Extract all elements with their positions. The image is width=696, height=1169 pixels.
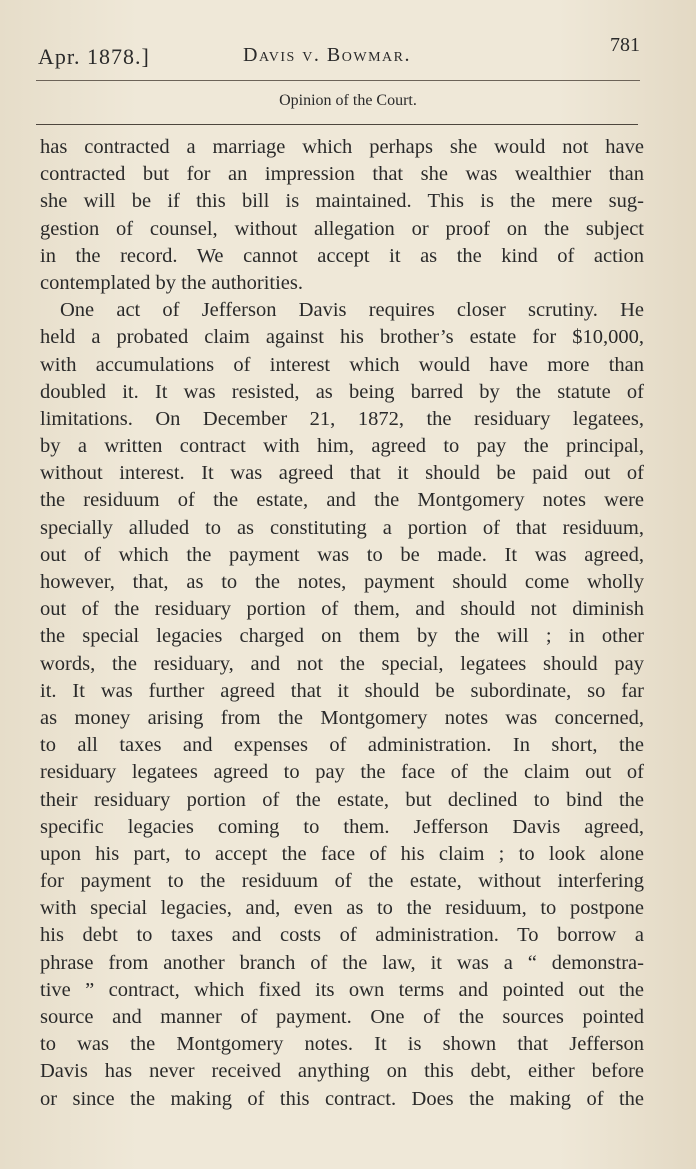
text-line: limitations. On December 21, 1872, the residuary legatees, [40,407,644,430]
text-line: or since the making of this contract. Does the making of the [40,1087,644,1110]
text-line: in the record. We cannot accept it as the kind of action [40,244,644,267]
text-line: source and manner of payment. One of the sources pointed [40,1006,644,1028]
opinion-text [40,134,644,1113]
subheader-rule [36,124,638,125]
header-date: Apr. 1878.] [38,44,150,69]
header-rule [36,80,640,81]
text-line: has contracted a marriage which perhaps she would not have [40,136,644,158]
text-line: for payment to the residuum of the estate, without interfering [40,870,644,893]
text-line: words, the residuary, and not the special, legatees should pay [40,652,644,675]
text-line: residuary legatees agreed to pay the face of the claim out of [40,761,644,784]
text-line: upon his part, to accept the face of his claim ; to look alone [40,842,644,865]
text-line: to all taxes and expenses of administration. In short, the [40,734,644,757]
text-line: phrase from another branch of the law, it was a “ demonstra- [40,951,644,974]
page-number: 781 [610,34,640,56]
text-line: the residuum of the estate, and the Montgomery notes were [40,489,644,512]
text-line: their residuary portion of the estate, but declined to bind the [40,788,644,811]
text-line: contemplated by the authorities. [40,271,304,294]
text-line: doubled it. It was resisted, as being barred by the statute of [40,380,644,403]
text-line: with special legacies, and, even as to the residuum, to postpone [40,897,644,920]
text-line: specially alluded to as constituting a portion of that residuum, [40,516,644,539]
text-line: Davis has never received anything on this debt, either before [40,1060,644,1083]
text-line: out of the residuary portion of them, and should not diminish [40,598,644,621]
text-line: held a probated claim against his brother’s estate for $10,000, [40,326,644,349]
text-line: the special legacies charged on them by the will ; in other [40,625,644,648]
text-line: to was the Montgomery notes. It is shown that Jefferson [40,1033,644,1056]
text-line: without interest. It was agreed that it should be paid out of [40,462,644,485]
text-line: gestion of counsel, without allegation or proof on the subject [40,217,644,240]
text-line: One act of Jefferson Davis requires closer scrutiny. He [60,299,644,322]
section-subheader: Opinion of the Court. [279,92,417,109]
text-line: tive ” contract, which fixed its own terms and pointed out the [40,978,644,1001]
text-line: by a written contract with him, agreed to pay the principal, [40,435,644,458]
text-line: with accumulations of interest which would have more than [40,353,644,376]
text-line: out of which the payment was to be made. It was agreed, [40,543,644,566]
text-line: contracted but for an impression that she was wealthier than [40,163,644,186]
text-line: it. It was further agreed that it should be subordinate, so far [40,679,644,702]
text-line: however, that, as to the notes, payment should come wholly [40,571,644,593]
text-line: specific legacies coming to them. Jefferson Davis agreed, [40,815,644,838]
text-line: his debt to taxes and costs of administration. To borrow a [40,924,644,947]
text-line: she will be if this bill is maintained. This is the mere sug- [40,190,644,213]
text-line: as money arising from the Montgomery notes was concerned, [40,706,644,729]
case-title: Davis v. Bowmar. [243,44,411,66]
running-head [38,34,640,70]
